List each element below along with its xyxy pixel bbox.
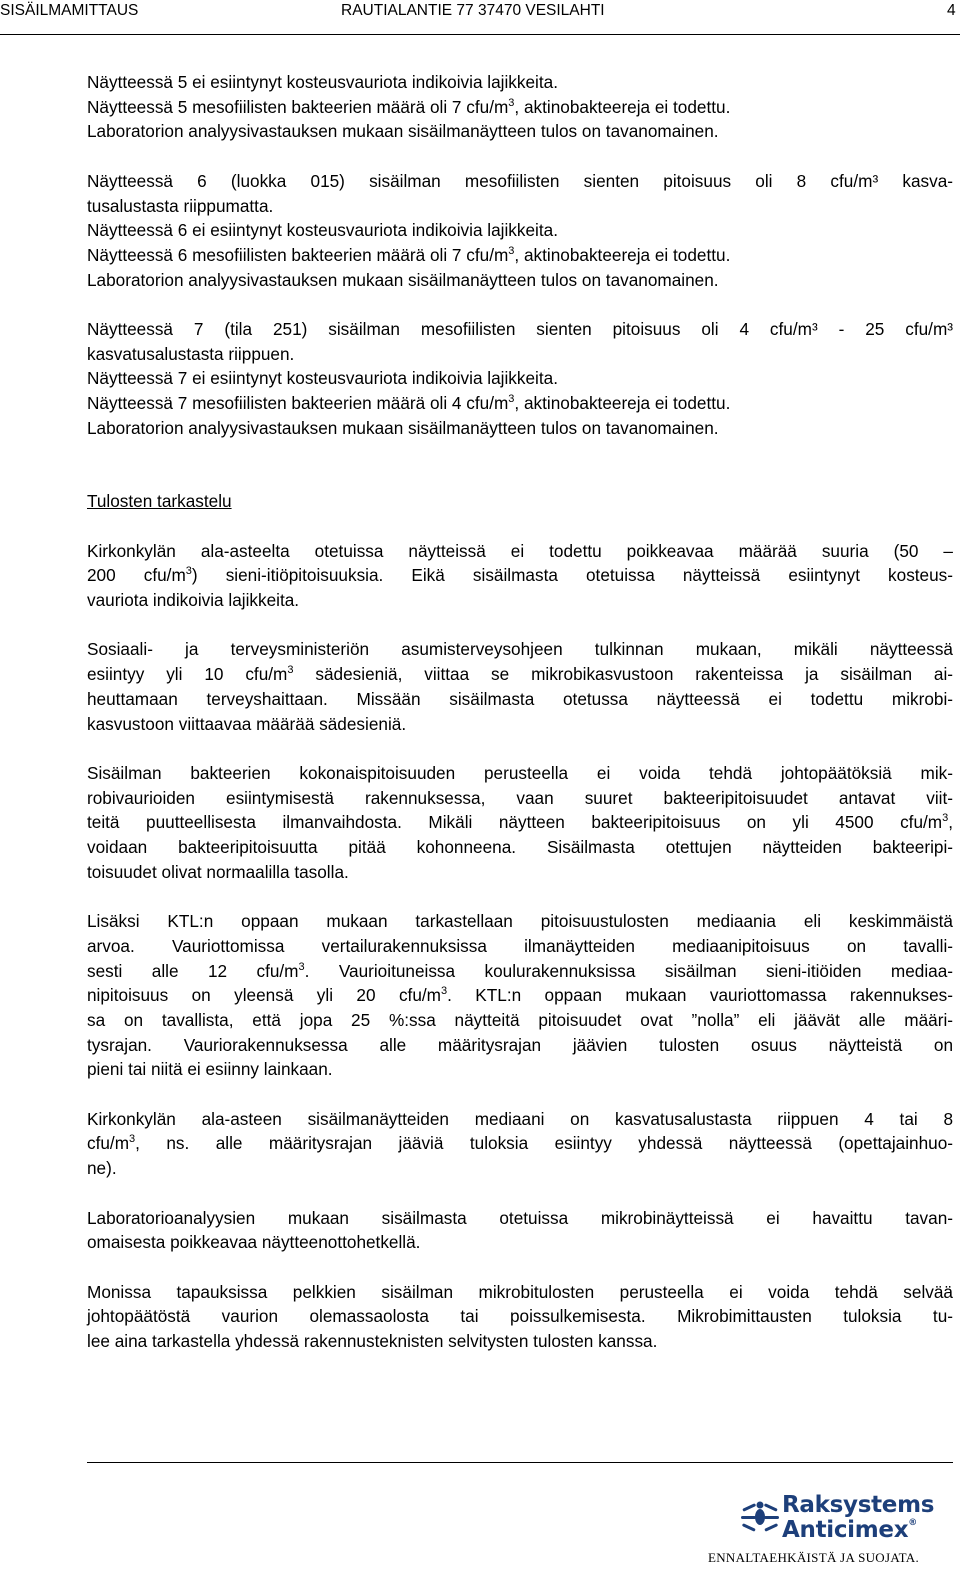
sample-6-results bbox=[87, 169, 953, 293]
text-line: Näytteessä 7 (tila 251) sisäilman mesofiilisten sienten pitoisuus oli 4 cfu/m³ - 25 cfu/m³ bbox=[87, 319, 953, 339]
text-line: Kirkonkylän ala-asteelta otetuissa näytteissä ei todettu poikkeavaa määrää suuria (50 – bbox=[87, 540, 953, 561]
paragraph-5 bbox=[87, 1107, 953, 1181]
text-line: toisuudet olivat normaalilla tasolla. bbox=[87, 861, 349, 882]
paragraph-6 bbox=[87, 1206, 953, 1255]
company-logo bbox=[708, 1492, 952, 1568]
text-line: johtopäätöstä vaurion olemassaolosta tai poissulkemisesta. Mikrobimittausten tuloksia tu- bbox=[87, 1306, 953, 1327]
text-line: Laboratorion analyysivastauksen mukaan sisäilmanäytteen tulos on tavanomainen. bbox=[87, 121, 719, 142]
text-line: Sisäilman bakteerien kokonaispitoisuuden perusteella ei voida tehdä johtopäätöksiä mik- bbox=[87, 762, 953, 783]
text-line: tusalustasta riippumatta. bbox=[87, 195, 274, 216]
header-address: RAUTIALANTIE 77 37470 VESILAHTI bbox=[341, 2, 605, 19]
text-line: pieni tai niitä ei esiinny lainkaan. bbox=[87, 1059, 333, 1080]
footer-divider bbox=[87, 1462, 953, 1463]
header-page-number: 4 bbox=[947, 2, 956, 19]
header-divider bbox=[0, 34, 960, 35]
text-line: Näytteessä 7 mesofiilisten bakteerien määrä oli 4 cfu/$m^3$, aktinobakteereja ei todettu. bbox=[87, 393, 731, 414]
paragraph-2 bbox=[87, 637, 953, 736]
document-body bbox=[87, 70, 953, 1378]
sample-7-results bbox=[87, 317, 953, 441]
logo-slogan: ENNALTAEHKÄISTÄ JA SUOJATA. bbox=[708, 1550, 920, 1565]
header-document-type: SISÄILMAMITTAUS bbox=[0, 2, 139, 19]
text-line: sa on tavallista, että jopa 25 %:ssa näytteitä pitoisuudet ovat ”nolla” eli jäävät alle määri- bbox=[87, 1009, 953, 1030]
text-line: teitä puutteellisesta ilmanvaihdosta. Mikäli näytteen bakteeripitoisuus on yli 4500 cfu/$m^3$, bbox=[87, 812, 953, 833]
text-line: cfu/$m^3$, ns. alle määritysrajan jääviä tuloksia esiintyy yhdessä näytteessä (opettajainhuo- bbox=[87, 1133, 953, 1154]
text-line: sesti alle 12 cfu/$m^3$. Vaurioituneissa koulurakennuksissa sisäilman sieni-itiöiden mediaa- bbox=[87, 960, 953, 981]
text-line: Laboratorion analyysivastauksen mukaan sisäilmanäytteen tulos on tavanomainen. bbox=[87, 269, 719, 290]
text-line: arvoa. Vauriottomissa vertailurakennuksissa ilmanäytteiden mediaanipitoisuus on tavalli- bbox=[87, 935, 953, 956]
text-line: tysrajan. Vauriorakennuksessa alle määritysrajan jäävien tulosten osuus näytteistä on bbox=[87, 1034, 953, 1055]
text-line: kasvustoon viittaavaa määrää sädesieniä. bbox=[87, 713, 407, 734]
sample-5-results bbox=[87, 70, 953, 144]
text-line: nipitoisuus on yleensä yli 20 cfu/$m^3$. KTL:n oppaan mukaan vauriottomassa rakennukses- bbox=[87, 985, 953, 1006]
text-line: kasvatusalustasta riippuen. bbox=[87, 343, 295, 364]
text-line: Näytteessä 6 ei esiintynyt kosteusvauriota indikoivia lajikkeita. bbox=[87, 220, 558, 241]
text-line: Näytteessä 7 ei esiintynyt kosteusvauriota indikoivia lajikkeita. bbox=[87, 368, 558, 389]
logo-text-anticimex: Anticimex® bbox=[782, 1517, 917, 1543]
page-header bbox=[0, 0, 960, 34]
text-line: Lisäksi KTL:n oppaan mukaan tarkastellaan pitoisuustulosten mediaania eli keskimmäistä bbox=[87, 911, 953, 932]
text-line: Laboratorioanalyysien mukaan sisäilmasta otetuissa mikrobinäytteissä ei havaittu tavan- bbox=[87, 1207, 953, 1228]
text-line: lee aina tarkastella yhdessä rakennusteknisten selvitysten tulosten kanssa. bbox=[87, 1331, 658, 1351]
logo-text-raksystems: Raksystems bbox=[782, 1492, 935, 1518]
paragraph-3 bbox=[87, 761, 953, 885]
text-line: Laboratorion analyysivastauksen mukaan sisäilmanäytteen tulos on tavanomainen. bbox=[87, 417, 719, 438]
text-line: Sosiaali- ja terveysministeriön asumisterveysohjeen tulkinnan mukaan, mikäli näytteessä bbox=[87, 639, 953, 660]
registered-mark: ® bbox=[908, 1518, 917, 1528]
text-line: omaisesta poikkeavaa näytteenottohetkellä. bbox=[87, 1232, 421, 1253]
text-line: robivaurioiden esiintymisestä rakennuksessa, vaan suuret bakteeripitoisuudet antavat viit- bbox=[87, 787, 953, 808]
text-line: voidaan bakteeripitoisuutta pitää kohonneena. Sisäilmasta otettujen näytteiden bakteeripi- bbox=[87, 837, 953, 857]
paragraph-7 bbox=[87, 1280, 953, 1354]
text-line: heuttamaan terveyshaittaan. Missään sisäilmasta otetussa näytteessä ei todettu mikrobi- bbox=[87, 688, 953, 709]
anticimex-mark-icon bbox=[738, 1492, 782, 1542]
text-line: Näytteessä 5 mesofiilisten bakteerien määrä oli 7 cfu/$m^3$, aktinobakteereja ei todettu. bbox=[87, 96, 731, 117]
paragraph-1 bbox=[87, 539, 953, 613]
text-line: Kirkonkylän ala-asteen sisäilmanäytteiden mediaani on kasvatusalustasta riippuen 4 tai 8 bbox=[87, 1108, 953, 1129]
text-line: vauriota indikoivia lajikkeita. bbox=[87, 590, 300, 610]
text-line: Näytteessä 5 ei esiintynyt kosteusvauriota indikoivia lajikkeita. bbox=[87, 72, 558, 92]
text-line: Monissa tapauksissa pelkkien sisäilman mikrobitulosten perusteella ei voida tehdä selvää bbox=[87, 1281, 953, 1302]
text-line: esiintyy yli 10 cfu/$m^3$ sädesieniä, viittaa se mikrobikasvustoon rakenteissa ja sisäilman ai- bbox=[87, 664, 953, 685]
text-line: Näytteessä 6 mesofiilisten bakteerien määrä oli 7 cfu/$m^3$, aktinobakteereja ei todettu. bbox=[87, 244, 731, 265]
text-line: Näytteessä 6 (luokka 015) sisäilman mesofiilisten sienten pitoisuus oli 8 cfu/m³ kasva- bbox=[87, 170, 953, 191]
text-line: 200 cfu/$m^3$) sieni-itiöpitoisuuksia. Eikä sisäilmasta otetuissa näytteissä esiintynyt kosteus- bbox=[87, 565, 953, 586]
section-heading: Tulosten tarkastelu bbox=[87, 491, 232, 512]
paragraph-4 bbox=[87, 909, 953, 1082]
text-line: ne). bbox=[87, 1158, 117, 1179]
spacer bbox=[87, 465, 953, 489]
